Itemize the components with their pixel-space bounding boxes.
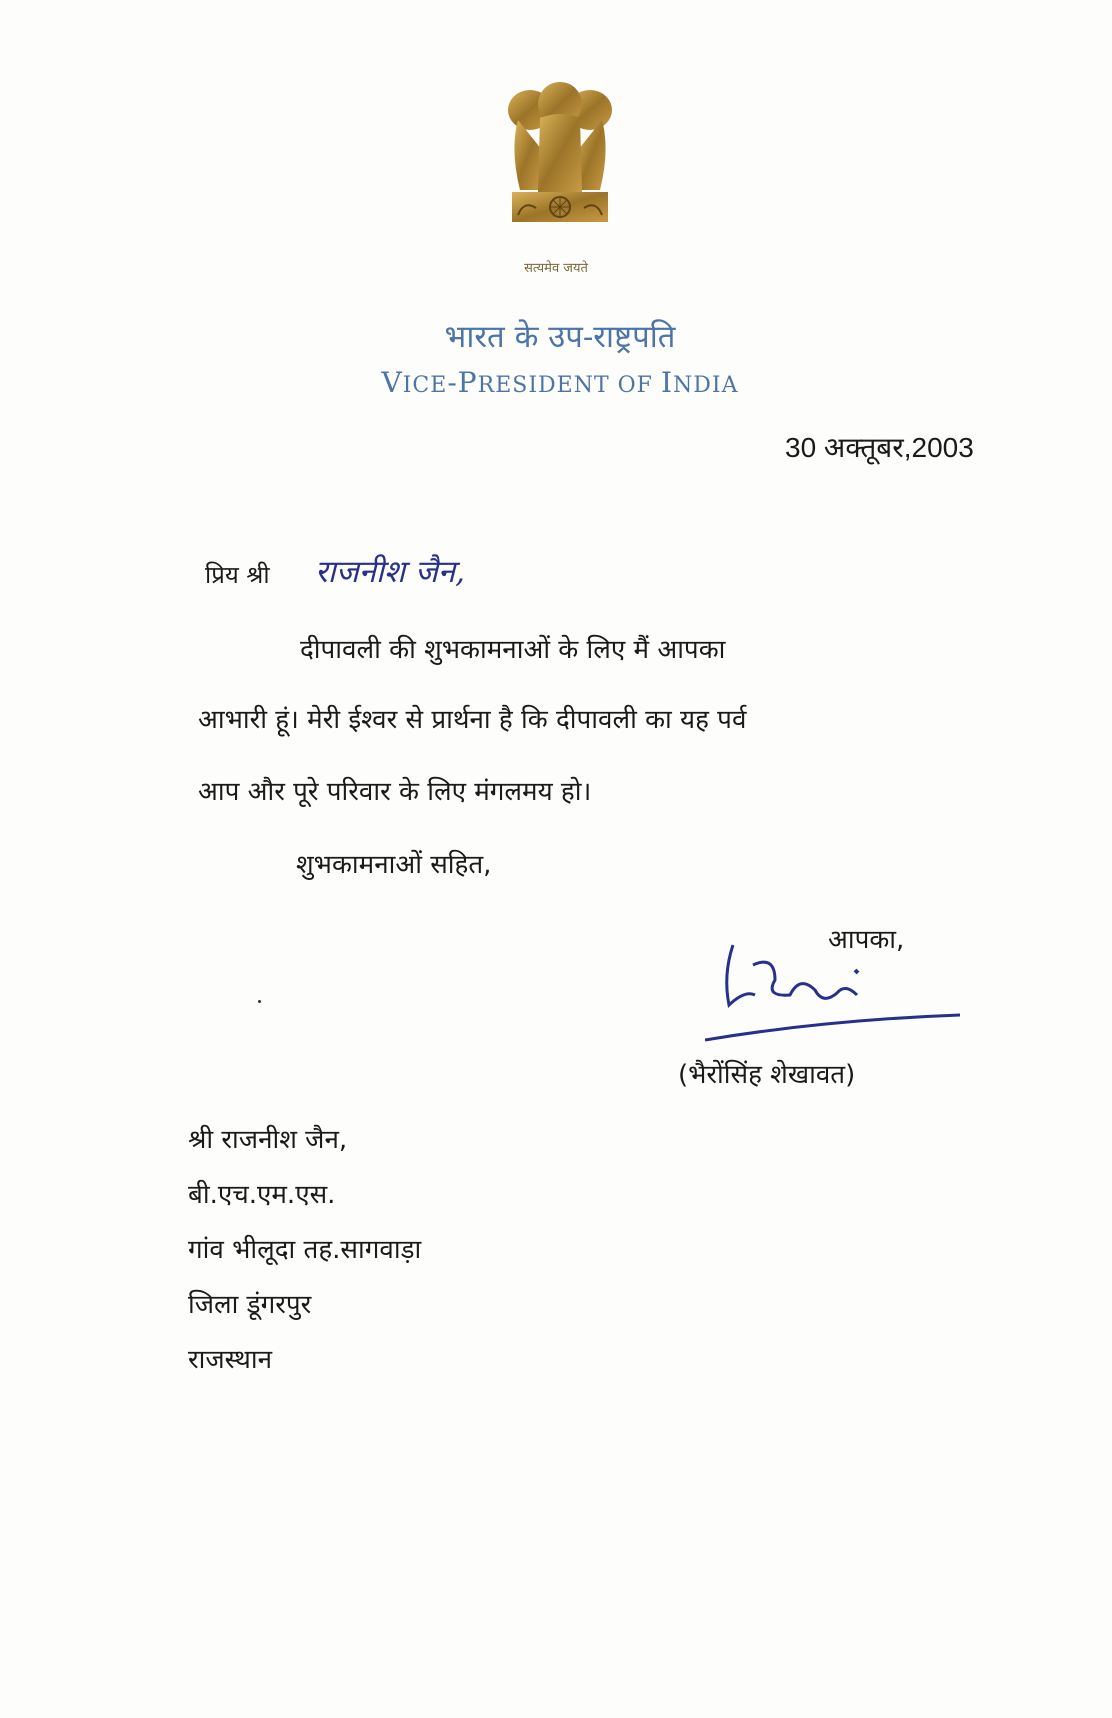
body-line-1: दीपावली की शुभकामनाओं के लिए मैं आपका	[300, 635, 726, 665]
body-line-3: आप और पूरे परिवार के लिए मंगलमय हो।	[198, 777, 592, 807]
office-title-hindi: भारत के उप-राष्ट्रपति	[444, 319, 676, 355]
regards-line: शुभकामनाओं सहित,	[296, 850, 492, 880]
office-en-ice: ICE	[402, 373, 448, 398]
office-en-of: OF	[609, 373, 661, 398]
office-en-v: V	[381, 366, 403, 399]
address-line-3: गांव भीलूदा तह.सागवाड़ा	[188, 1235, 422, 1265]
closing-text: आपका,	[828, 925, 905, 955]
paper-speck	[258, 1000, 261, 1003]
address-line-5: राजस्थान	[188, 1345, 273, 1375]
address-line-2: बी.एच.एम.एस.	[188, 1180, 336, 1210]
emblem-motto: सत्यमेव जयते	[524, 261, 588, 276]
body-line-2: आभारी हूं। मेरी ईश्वर से प्रार्थना है कि दीपावली का यह पर्व	[198, 705, 747, 735]
office-en-dash-p: -P	[447, 366, 478, 399]
ashoka-emblem-icon	[500, 80, 620, 230]
address-line-1: श्री राजनीश जैन,	[188, 1125, 348, 1155]
letter-date: 30 अक्तूबर,2003	[785, 432, 974, 463]
office-en-resident: RESIDENT	[477, 373, 610, 398]
office-en-ndia: NDIA	[673, 373, 739, 398]
salutation-prefix: प्रिय श्री	[205, 561, 270, 589]
office-en-i: I	[660, 366, 674, 399]
address-line-4: जिला डूंगरपुर	[188, 1290, 312, 1320]
signature-mark	[705, 935, 965, 1055]
office-title-english	[340, 366, 780, 399]
handwritten-recipient-name: राजनीश जैन,	[315, 554, 465, 590]
signatory-name: (भैरोंसिंह शेखावत)	[678, 1060, 856, 1090]
